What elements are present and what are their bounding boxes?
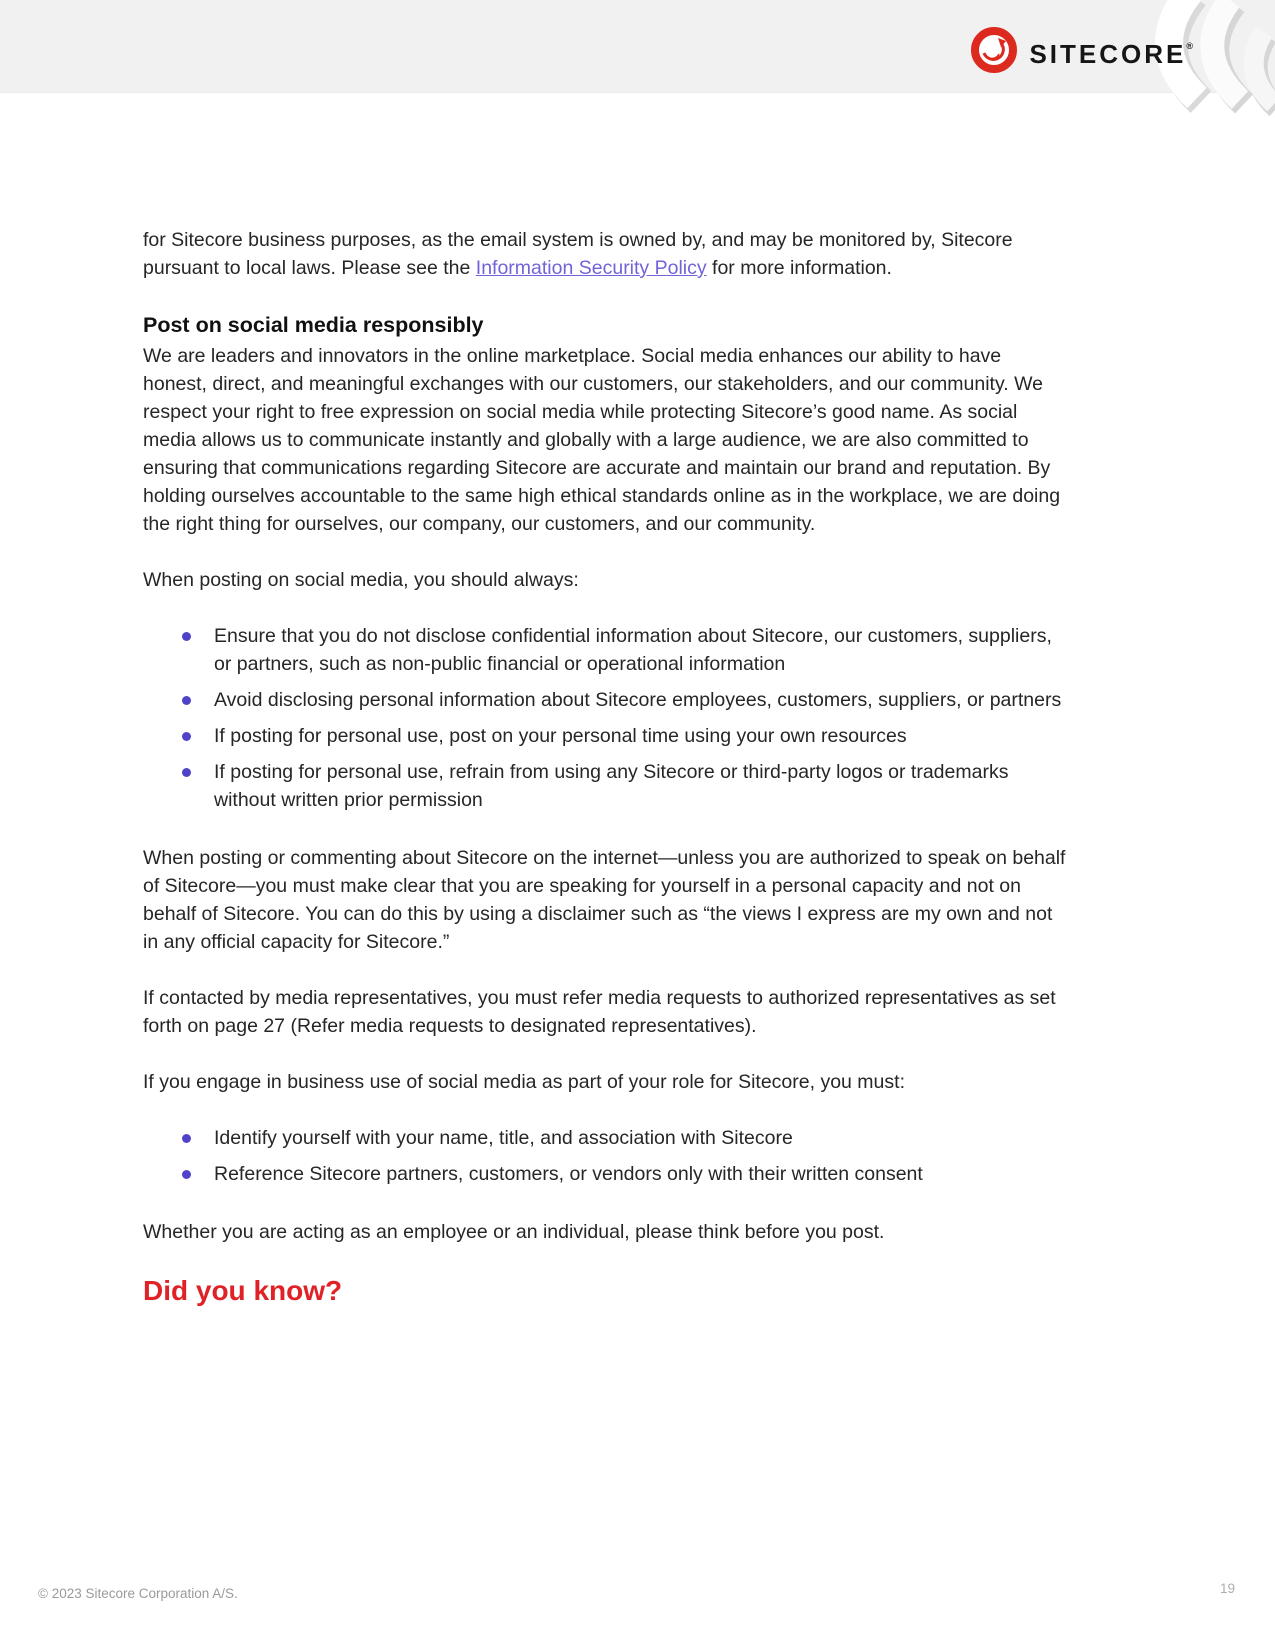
information-security-policy-link[interactable]: Information Security Policy — [475, 257, 707, 279]
intro-text-before-link: for Sitecore business purposes, as the email system is owned by, and may be monitored by, Sitecore pursuant to local laws. Please see the — [143, 229, 1013, 279]
list-item: Reference Sitecore partners, customers, or vendors only with their written consent — [143, 1160, 1069, 1188]
intro-paragraph — [143, 226, 1069, 282]
footer-copyright: © 2023 Sitecore Corporation A/S. — [38, 1586, 238, 1601]
list-item: Identify yourself with your name, title, and association with Sitecore — [143, 1124, 1069, 1152]
page-number: 19 — [1219, 1581, 1235, 1596]
list-item: If posting for personal use, post on your personal time using your own resources — [143, 722, 1069, 750]
media-requests-paragraph: If contacted by media representatives, you must refer media requests to authorized representatives as set forth on page 27 (Refer media requests to designated representatives). — [143, 987, 1056, 1037]
trademark-symbol: ® — [1186, 41, 1193, 51]
always-bullet-list — [143, 622, 1069, 814]
section-heading: Post on social media responsibly — [143, 313, 484, 337]
business-use-bullet-list — [143, 1124, 1069, 1188]
list-item: Ensure that you do not disclose confidential information about Sitecore, our customers, suppliers, or partners, such as non-public financial or operational information — [143, 622, 1069, 678]
think-before-you-post-paragraph: Whether you are acting as an employee or an individual, please think before you post. — [143, 1221, 885, 1243]
document-body — [143, 226, 1069, 1308]
sitecore-logo-icon — [971, 27, 1017, 73]
list-intro-always: When posting on social media, you should always: — [143, 569, 579, 591]
did-you-know-heading: Did you know? — [143, 1275, 343, 1306]
list-item: Avoid disclosing personal information about Sitecore employees, customers, suppliers, or partners — [143, 686, 1069, 714]
sitecore-logo — [971, 23, 1193, 77]
list-intro-business-use: If you engage in business use of social media as part of your role for Sitecore, you must: — [143, 1071, 905, 1093]
list-item: If posting for personal use, refrain from using any Sitecore or third-party logos or trademarks without written prior permission — [143, 758, 1069, 814]
sitecore-wordmark — [1029, 23, 1193, 77]
sitecore-wordmark-text: SITECORE — [1029, 39, 1187, 69]
intro-text-after-link: for more information. — [706, 257, 892, 279]
disclaimer-paragraph: When posting or commenting about Sitecore on the internet—unless you are authorized to speak on behalf of Sitecore—you must make clear that you are speaking for yourself in a personal capacity and not on behalf of Sitecore. You can do this by using a disclaimer such as “the views I express are my own and not in any official capacity for Sitecore.” — [143, 847, 1066, 953]
social-media-paragraph: We are leaders and innovators in the online marketplace. Social media enhances our ability to have honest, direct, and meaningful exchanges with our customers, our stakeholders, and our community. We respect your right to free expression on social media while protecting Sitecore’s good name. As social media allows us to communicate instantly and globally with a large audience, we are also committed to ensuring that communications regarding Sitecore are accurate and maintain our brand and reputation. By holding ourselves accountable to the same high ethical standards online as in the workplace, we are doing the right thing for ourselves, our company, our customers, and our community. — [143, 345, 1061, 535]
